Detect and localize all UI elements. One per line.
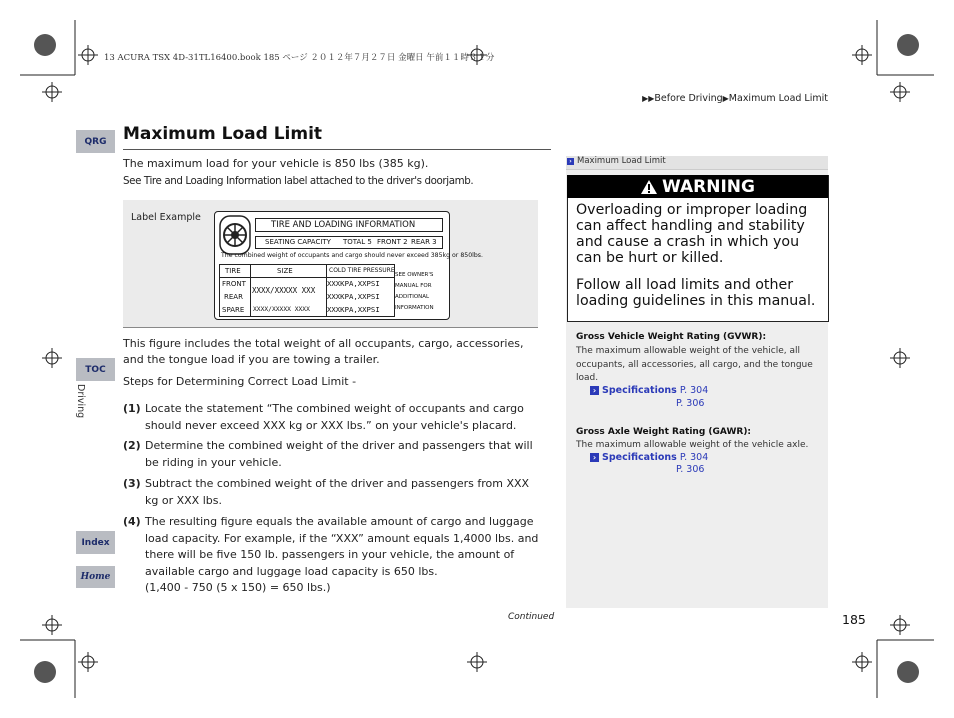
gvwr-body: The maximum allowable weight of the vehicle, all occupants, all accessories, all cargo, and the tongue load.: [576, 346, 813, 383]
pressure-front: XXXKPA,XXPSI: [327, 279, 380, 288]
section-label: Driving: [75, 384, 86, 419]
seating-total: TOTAL 5: [343, 238, 372, 246]
gawr-title: Gross Axle Weight Rating (GAWR):: [576, 427, 752, 437]
tire-loading-label: [214, 211, 483, 320]
gvwr-title: Gross Vehicle Weight Rating (GVWR):: [576, 332, 767, 342]
continued-label: Continued: [508, 612, 555, 622]
xref-arrow-icon: ›: [590, 453, 599, 462]
home-label: Home: [80, 572, 111, 582]
side-panel-header-text: Maximum Load Limit: [577, 156, 666, 166]
step-text: Subtract the combined weight of the driver and passengers from XXX kg or XXX lbs.: [145, 477, 530, 507]
row-front: FRONT: [222, 280, 246, 288]
breadcrumb-separator: ▶: [722, 94, 729, 103]
step-number: (4): [123, 515, 141, 528]
label-heading: TIRE AND LOADING INFORMATION: [271, 220, 416, 230]
warning-text: Overloading or improper loading can affect handling and stability and cause a crash in which you can be hurt or killed.: [576, 202, 808, 266]
home-button[interactable]: [76, 566, 115, 588]
see-manual-line: SEE OWNER'S: [395, 272, 434, 278]
seating-front: FRONT 2: [377, 238, 408, 246]
col-pressure: COLD TIRE PRESSURE: [329, 267, 395, 274]
see-manual-line: ADDITIONAL: [395, 294, 430, 300]
xref-page-link[interactable]: P. 306: [676, 464, 705, 475]
breadcrumb: [642, 93, 828, 104]
combined-weight-note: The combined weight of occupants and cargo should never exceed 385kg or 850lbs.: [221, 252, 483, 259]
step-number: (2): [123, 439, 141, 452]
size-spare: XXXX/XXXXX XXXX: [253, 306, 310, 313]
xref-page[interactable]: P. 304: [679, 385, 709, 396]
gawr-xref[interactable]: [590, 452, 708, 463]
row-rear: REAR: [224, 293, 243, 301]
index-tab[interactable]: Index: [76, 531, 115, 554]
steps-list: [123, 401, 543, 601]
intro-text: The maximum load for your vehicle is 850 lbs (385 kg).: [123, 157, 429, 170]
title-rule: [123, 149, 551, 150]
warning-title-bar: [567, 175, 828, 198]
step-number: (1): [123, 402, 141, 415]
pressure-rear: XXXKPA,XXPSI: [327, 292, 380, 301]
page-number: 185: [842, 612, 866, 627]
print-header: 13 ACURA TSX 4D-31TL16400.book 185 ページ ２０１２年７月２７日 金曜日 午前１１時３１分: [104, 53, 495, 63]
gvwr-xref[interactable]: [590, 385, 708, 396]
row-spare: SPARE: [222, 306, 245, 314]
label-example-caption: Label Example: [131, 212, 201, 223]
step-text: Locate the statement “The combined weight of occupants and cargo should never exceed XXX kg or XXX lbs.” on your vehicle's placard.: [145, 402, 524, 432]
xref-page-link[interactable]: P. 306: [676, 398, 705, 409]
see-manual-line: INFORMATION: [395, 305, 434, 311]
col-tire: TIRE: [225, 267, 241, 275]
col-size: SIZE: [277, 267, 293, 275]
xref-label[interactable]: Specifications: [602, 452, 677, 463]
gawr-body: The maximum allowable weight of the vehicle axle.: [576, 440, 809, 450]
xref-label[interactable]: Specifications: [602, 385, 677, 396]
warning-title: WARNING: [662, 176, 755, 197]
size-main: XXXX/XXXXX XXX: [252, 286, 316, 295]
breadcrumb-parent-link[interactable]: Before Driving: [654, 93, 723, 104]
toc-tab[interactable]: TOC: [76, 358, 115, 381]
side-panel-header: [566, 156, 828, 170]
intro-note: See Tire and Loading Information label attached to the driver's doorjamb.: [123, 175, 474, 187]
warning-triangle-icon: [640, 179, 658, 195]
breadcrumb-arrows: ▶▶: [642, 94, 655, 103]
seating-capacity: SEATING CAPACITY: [265, 238, 331, 246]
see-owners-manual: [395, 270, 434, 314]
formula: (1,400 - 750 (5 x 150) = 650 lbs.): [145, 581, 331, 594]
breadcrumb-current: Maximum Load Limit: [728, 93, 828, 104]
step-text: The resulting figure equals the available amount of cargo and luggage load capacity. For example, if the “XXX” amount equals 1,4000 lbs. and there will be five 150 lb. passengers in your vehicle, the amount of available cargo and luggage load capacity is 650 lbs.: [145, 515, 539, 578]
page-title: Maximum Load Limit: [123, 124, 323, 144]
figure-description: This figure includes the total weight of all occupants, cargo, accessories, and the tongue load if you are towing a trailer.: [123, 337, 524, 366]
warning-text: Follow all load limits and other loading guidelines in this manual.: [576, 277, 816, 309]
xref-arrow-icon: ›: [590, 386, 599, 395]
step-number: (3): [123, 477, 141, 490]
qrg-tab[interactable]: QRG: [76, 130, 115, 153]
steps-heading: Steps for Determining Correct Load Limit -: [123, 375, 357, 388]
step-text: Determine the combined weight of the driver and passengers that will be riding in your vehicle.: [145, 439, 533, 469]
xref-page[interactable]: P. 304: [679, 452, 709, 463]
tire-icon: [219, 215, 251, 255]
pressure-spare: XXXKPA,XXPSI: [327, 305, 380, 314]
see-manual-line: MANUAL FOR: [395, 283, 432, 289]
seating-rear: REAR 3: [411, 238, 437, 246]
note-icon: ›: [567, 158, 574, 165]
